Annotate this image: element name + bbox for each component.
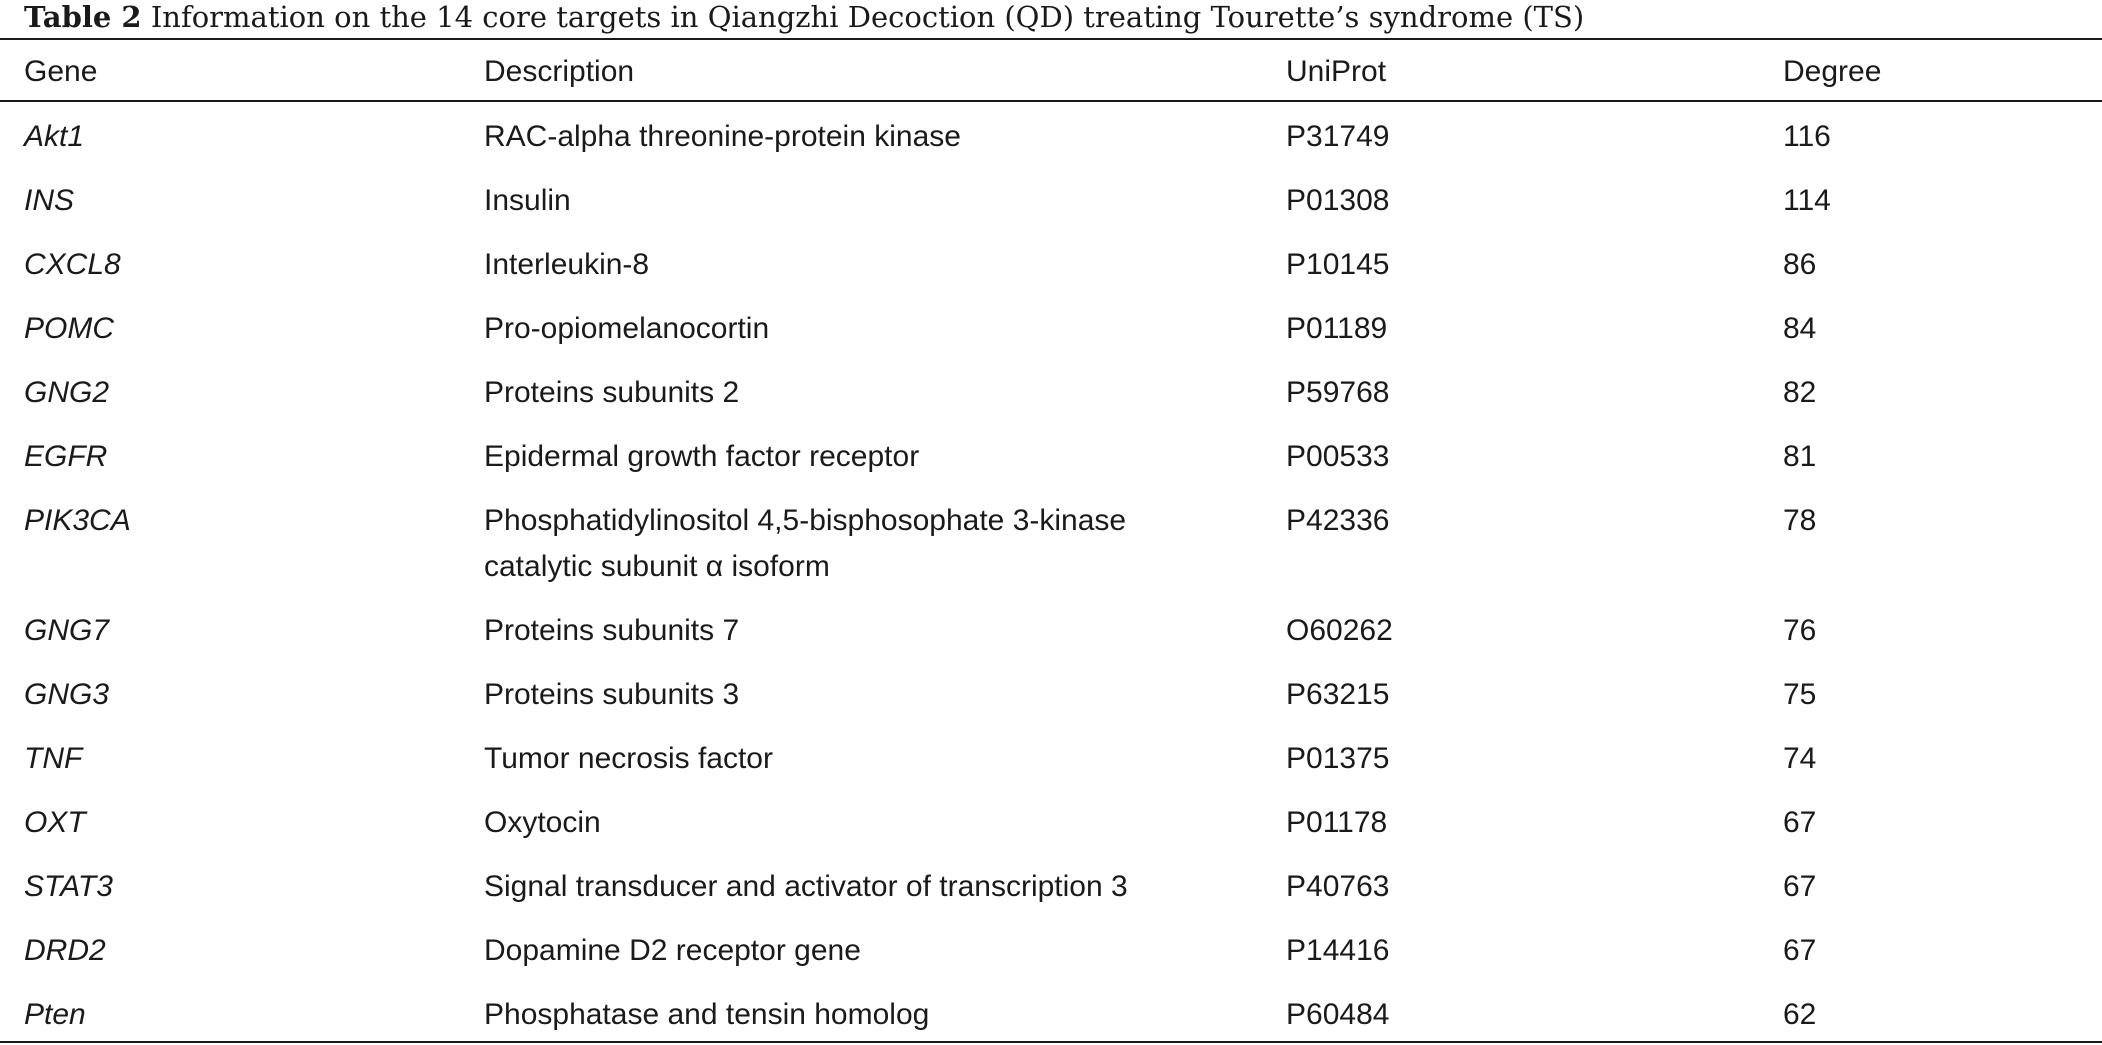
degree-cell: 74 xyxy=(1783,742,1817,775)
description-cell: Tumor necrosis factor xyxy=(484,742,773,775)
gene-cell: CXCL8 xyxy=(24,248,121,281)
uniprot-cell: P60484 xyxy=(1286,998,1390,1031)
uniprot-cell: O60262 xyxy=(1286,614,1393,647)
table-header-rule xyxy=(0,100,2102,102)
gene-cell: Akt1 xyxy=(24,120,85,153)
gene-cell: INS xyxy=(24,184,75,217)
table-caption-label: Table 2 xyxy=(24,0,142,34)
table-caption xyxy=(24,0,1584,36)
uniprot-cell: P01375 xyxy=(1286,742,1390,775)
uniprot-cell: P63215 xyxy=(1286,678,1390,711)
description-cell: Pro-opiomelanocortin xyxy=(484,312,770,345)
uniprot-cell: P00533 xyxy=(1286,440,1390,473)
gene-cell: GNG7 xyxy=(24,614,110,647)
gene-cell: STAT3 xyxy=(24,870,113,903)
column-header-degree: Degree xyxy=(1783,55,1882,88)
gene-cell: GNG2 xyxy=(24,376,110,409)
degree-cell: 75 xyxy=(1783,678,1817,711)
degree-cell: 67 xyxy=(1783,934,1817,967)
uniprot-cell: P14416 xyxy=(1286,934,1390,967)
gene-cell: OXT xyxy=(24,806,86,839)
description-cell: Proteins subunits 7 xyxy=(484,614,740,647)
gene-cell: DRD2 xyxy=(24,934,106,967)
degree-cell: 67 xyxy=(1783,806,1817,839)
degree-cell: 86 xyxy=(1783,248,1817,281)
description-cell: Oxytocin xyxy=(484,806,601,839)
degree-cell: 114 xyxy=(1783,184,1831,217)
gene-cell: PIK3CA xyxy=(24,504,131,537)
description-cell: Proteins subunits 2 xyxy=(484,376,740,409)
gene-cell: POMC xyxy=(24,312,114,345)
uniprot-cell: P01189 xyxy=(1286,312,1388,345)
uniprot-cell: P01178 xyxy=(1286,806,1388,839)
description-cell: Epidermal growth factor receptor xyxy=(484,440,920,473)
column-header-gene: Gene xyxy=(24,55,98,88)
degree-cell: 116 xyxy=(1783,120,1831,153)
degree-cell: 81 xyxy=(1783,440,1817,473)
uniprot-cell: P42336 xyxy=(1286,504,1390,537)
gene-cell: TNF xyxy=(24,742,83,775)
table-caption-text: Information on the 14 core targets in Qiangzhi Decoction (QD) treating Tourette’s syndrome (TS) xyxy=(150,0,1585,34)
uniprot-cell: P59768 xyxy=(1286,376,1390,409)
gene-cell: EGFR xyxy=(24,440,108,473)
degree-cell: 62 xyxy=(1783,998,1817,1031)
description-cell: Signal transducer and activator of transcription 3 xyxy=(484,870,1128,903)
degree-cell: 78 xyxy=(1783,504,1817,537)
uniprot-cell: P31749 xyxy=(1286,120,1390,153)
table-bottom-rule xyxy=(0,1041,2102,1043)
column-header-uniprot: UniProt xyxy=(1286,55,1387,88)
description-cell: Phosphatase and tensin homolog xyxy=(484,998,930,1031)
gene-cell: Pten xyxy=(24,998,86,1031)
description-line-1: Phosphatidylinositol 4,5-bisphosophate 3-kinase xyxy=(484,504,1127,537)
description-line-2: catalytic subunit α isoform xyxy=(484,550,830,583)
degree-cell: 84 xyxy=(1783,312,1817,345)
description-cell: Interleukin-8 xyxy=(484,248,650,281)
uniprot-cell: P40763 xyxy=(1286,870,1390,903)
column-header-description: Description xyxy=(484,55,635,88)
description-cell: Insulin xyxy=(484,184,571,217)
degree-cell: 67 xyxy=(1783,870,1817,903)
uniprot-cell: P01308 xyxy=(1286,184,1390,217)
description-cell xyxy=(484,498,1264,590)
description-cell: Dopamine D2 receptor gene xyxy=(484,934,861,967)
description-cell: Proteins subunits 3 xyxy=(484,678,740,711)
degree-cell: 76 xyxy=(1783,614,1817,647)
gene-cell: GNG3 xyxy=(24,678,110,711)
degree-cell: 82 xyxy=(1783,376,1817,409)
table-top-rule xyxy=(0,38,2102,40)
uniprot-cell: P10145 xyxy=(1286,248,1390,281)
description-cell: RAC-alpha threonine-protein kinase xyxy=(484,120,961,153)
